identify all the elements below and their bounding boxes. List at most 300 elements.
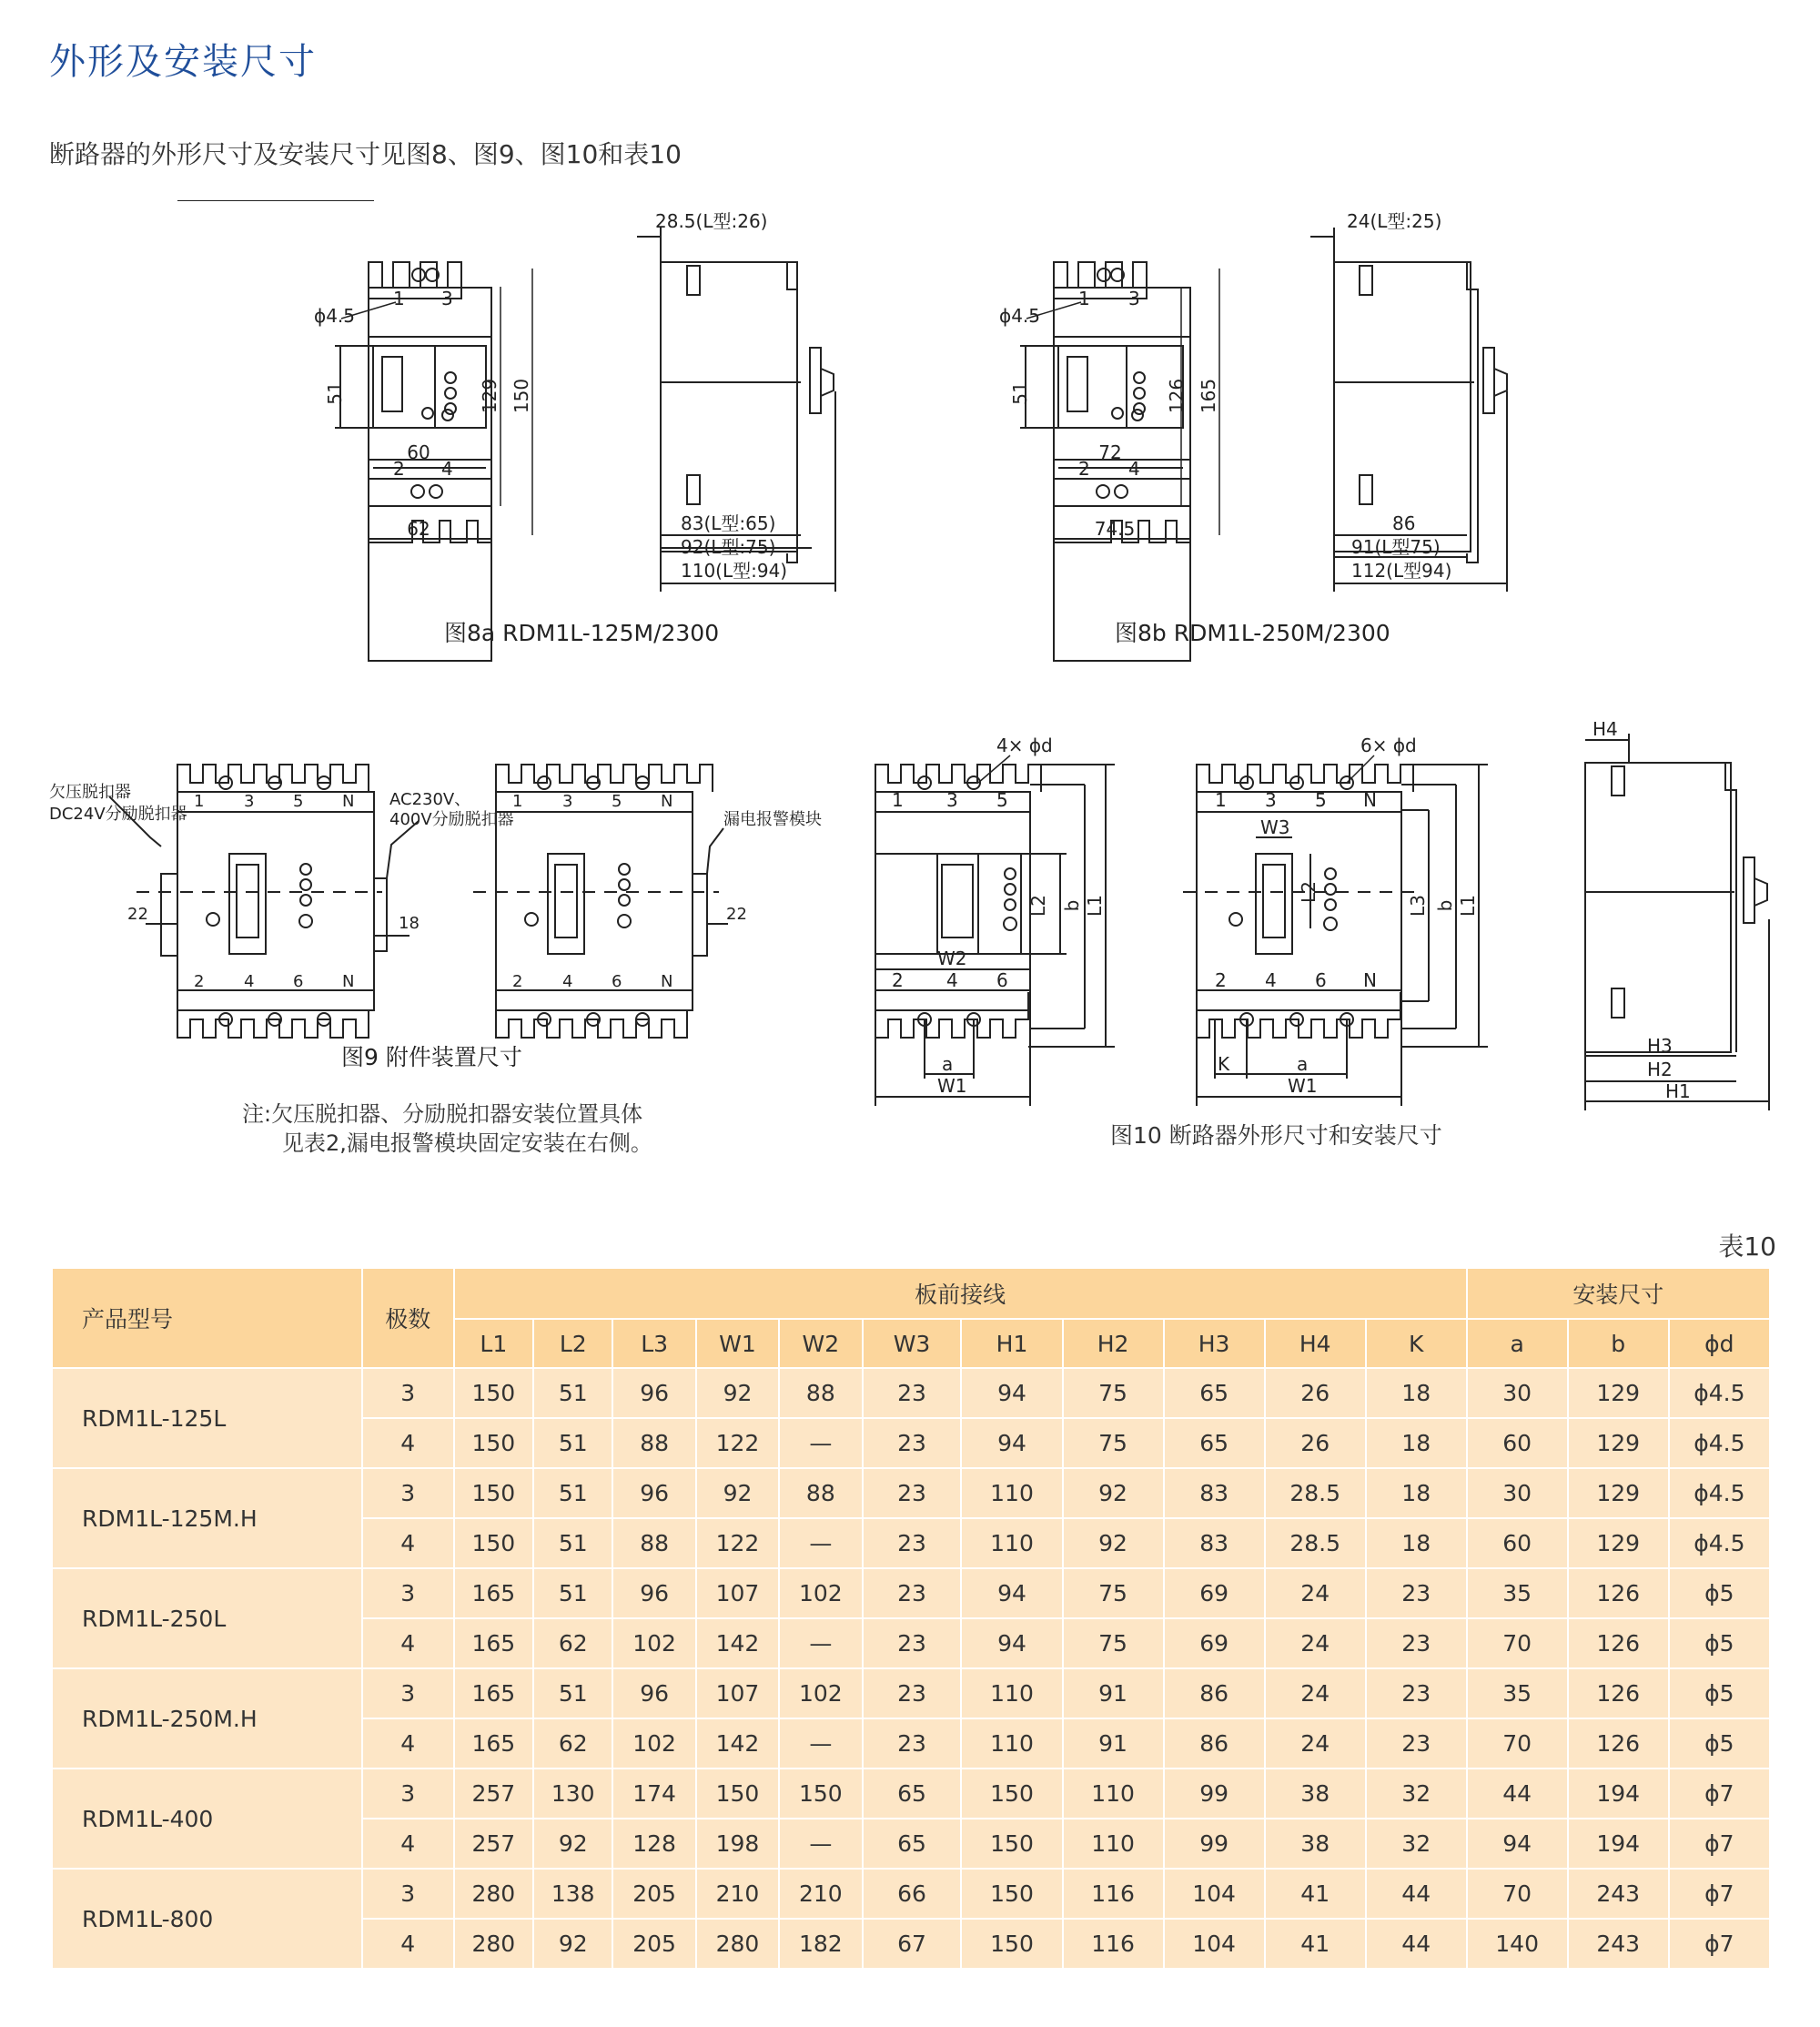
value-cell: 32 (1366, 1769, 1467, 1819)
value-cell: 69 (1164, 1618, 1265, 1668)
value-cell: 86 (1164, 1668, 1265, 1718)
fig10-terminal-6: 6 (996, 969, 1008, 991)
table-row (52, 1668, 1770, 1718)
value-cell: ϕ7 (1669, 1869, 1770, 1919)
fig10-4p-terminal-3: 3 (1265, 789, 1277, 811)
value-cell: ϕ7 (1669, 1919, 1770, 1969)
value-cell: 28.5 (1265, 1468, 1366, 1518)
value-cell: 75 (1063, 1418, 1164, 1468)
value-cell: 150 (779, 1769, 862, 1819)
value-cell: 129 (1568, 1418, 1669, 1468)
fig9-terminal-6: 6 (293, 972, 304, 991)
spec-table-body (52, 1368, 1770, 1969)
value-cell: 23 (863, 1568, 962, 1618)
value-cell: 96 (612, 1368, 695, 1418)
fig10-H2-label: H2 (1647, 1059, 1673, 1080)
value-cell: 88 (612, 1518, 695, 1568)
value-cell: 126 (1568, 1618, 1669, 1668)
fig8a-dim-62: 62 (407, 518, 430, 540)
value-cell: — (779, 1618, 862, 1668)
fig8a-dim-51: 51 (324, 381, 346, 405)
value-cell: 62 (533, 1618, 612, 1668)
table-row (52, 1368, 1770, 1418)
poles-cell: 4 (362, 1418, 454, 1468)
value-cell: 140 (1467, 1919, 1568, 1969)
value-cell: 150 (454, 1468, 533, 1518)
value-cell: 44 (1467, 1769, 1568, 1819)
fig10-3pole-view (875, 755, 1115, 1106)
value-cell: 110 (1063, 1819, 1164, 1869)
value-cell: 96 (612, 1468, 695, 1518)
value-cell: ϕ5 (1669, 1568, 1770, 1618)
table-row (52, 1769, 1770, 1819)
poles-cell: 4 (362, 1819, 454, 1869)
fig8b-dim-74: 74.5 (1094, 518, 1136, 540)
poles-cell: 3 (362, 1368, 454, 1418)
fig10-4p-b-label: b (1434, 899, 1456, 912)
col-header: H4 (1265, 1319, 1366, 1368)
value-cell: 51 (533, 1568, 612, 1618)
value-cell: 23 (1366, 1668, 1467, 1718)
value-cell: ϕ5 (1669, 1668, 1770, 1718)
fig10-H1-label: H1 (1665, 1080, 1691, 1102)
value-cell: 94 (961, 1568, 1062, 1618)
fig9-r-terminal-5: 5 (612, 792, 622, 811)
value-cell: ϕ5 (1669, 1718, 1770, 1769)
figures-area (0, 200, 1820, 1211)
value-cell: 62 (533, 1718, 612, 1769)
value-cell: 194 (1568, 1819, 1669, 1869)
value-cell: 194 (1568, 1769, 1669, 1819)
model-cell: RDM1L-250L (52, 1568, 362, 1668)
fig10-W3-label: W3 (1260, 816, 1290, 838)
value-cell: 23 (863, 1718, 962, 1769)
value-cell: 96 (612, 1568, 695, 1618)
table-row (52, 1869, 1770, 1919)
value-cell: 51 (533, 1518, 612, 1568)
value-cell: 24 (1265, 1618, 1366, 1668)
value-cell: 150 (696, 1769, 779, 1819)
value-cell: 280 (454, 1869, 533, 1919)
value-cell: 205 (612, 1869, 695, 1919)
fig9-terminal-5: 5 (293, 792, 304, 811)
value-cell: 102 (612, 1718, 695, 1769)
poles-cell: 3 (362, 1869, 454, 1919)
fig8a-terminal-3: 3 (441, 288, 453, 309)
value-cell: 280 (696, 1919, 779, 1969)
fig10-side-view (1585, 734, 1769, 1110)
value-cell: 182 (779, 1919, 862, 1969)
value-cell: 165 (454, 1718, 533, 1769)
fig8a-caption: 图8a RDM1L-125M/2300 (444, 620, 720, 646)
fig8a-terminal-2: 2 (393, 458, 405, 480)
fig9-terminal-2: 2 (194, 972, 205, 991)
value-cell: 257 (454, 1769, 533, 1819)
header-front-wiring: 板前接线 (454, 1268, 1467, 1319)
fig8a-dim-129: 129 (479, 378, 500, 414)
fig8b-terminal-3: 3 (1128, 288, 1140, 309)
value-cell: 122 (696, 1418, 779, 1468)
fig8a-phi: ϕ4.5 (314, 305, 355, 327)
value-cell: 126 (1568, 1668, 1669, 1718)
fig9-right-view (473, 765, 728, 1038)
value-cell: 130 (533, 1769, 612, 1819)
model-cell: RDM1L-125L (52, 1368, 362, 1468)
value-cell: 65 (1164, 1418, 1265, 1468)
value-cell: 126 (1568, 1718, 1669, 1769)
fig9-r-terminal-n-bottom: N (661, 972, 673, 991)
value-cell: ϕ4.5 (1669, 1418, 1770, 1468)
fig8b-terminal-1: 1 (1078, 288, 1090, 309)
value-cell: 86 (1164, 1718, 1265, 1769)
value-cell: 110 (961, 1518, 1062, 1568)
fig8b-dim-72: 72 (1098, 441, 1122, 463)
value-cell: ϕ4.5 (1669, 1518, 1770, 1568)
fig8a-dim-60: 60 (407, 441, 430, 463)
value-cell: ϕ5 (1669, 1618, 1770, 1668)
fig8b-side-91: 91(L型75) (1351, 536, 1441, 558)
value-cell: 38 (1265, 1819, 1366, 1869)
fig10-4p-terminal-4: 4 (1265, 969, 1277, 991)
value-cell: 23 (863, 1668, 962, 1718)
value-cell: 116 (1063, 1919, 1164, 1969)
fig9-terminal-3: 3 (244, 792, 255, 811)
col-header: W3 (863, 1319, 962, 1368)
value-cell: 92 (1063, 1468, 1164, 1518)
fig10-holes-4pole: 6× ϕd (1360, 735, 1417, 756)
fig9-terminal-4: 4 (244, 972, 255, 991)
fig9-terminal-n-bottom: N (342, 972, 355, 991)
value-cell: ϕ4.5 (1669, 1368, 1770, 1418)
poles-cell: 3 (362, 1668, 454, 1718)
fig8b-labels (999, 288, 1219, 540)
value-cell: 243 (1568, 1919, 1669, 1969)
value-cell: ϕ7 (1669, 1769, 1770, 1819)
col-header: L2 (533, 1319, 612, 1368)
value-cell: 28.5 (1265, 1518, 1366, 1568)
value-cell: 94 (1467, 1819, 1568, 1869)
fig8a-side-top: 28.5(L型:26) (655, 210, 768, 232)
value-cell: 24 (1265, 1568, 1366, 1618)
value-cell: 280 (454, 1919, 533, 1969)
value-cell: 26 (1265, 1368, 1366, 1418)
fig10-4p-terminal-2: 2 (1215, 969, 1227, 991)
value-cell: 38 (1265, 1769, 1366, 1819)
value-cell: 70 (1467, 1618, 1568, 1668)
value-cell: 24 (1265, 1668, 1366, 1718)
fig9-r-terminal-n: N (661, 792, 673, 811)
fig10-4p-terminal-n-bottom: N (1363, 969, 1377, 991)
value-cell: 150 (454, 1368, 533, 1418)
poles-cell: 4 (362, 1718, 454, 1769)
value-cell: 210 (696, 1869, 779, 1919)
value-cell: 18 (1366, 1418, 1467, 1468)
value-cell: 110 (1063, 1769, 1164, 1819)
fig10-W1-label: W1 (937, 1075, 967, 1097)
value-cell: 26 (1265, 1418, 1366, 1468)
value-cell: 96 (612, 1668, 695, 1718)
value-cell: 110 (961, 1718, 1062, 1769)
fig8a-terminal-1: 1 (393, 288, 405, 309)
fig9-dim-22-left: 22 (127, 905, 148, 924)
value-cell: 150 (454, 1418, 533, 1468)
fig8b-dim-51: 51 (1009, 381, 1031, 405)
value-cell: 88 (779, 1368, 862, 1418)
value-cell: 150 (961, 1769, 1062, 1819)
value-cell: 92 (696, 1468, 779, 1518)
fig9-caption: 图9 附件装置尺寸 (341, 1044, 522, 1070)
value-cell: 198 (696, 1819, 779, 1869)
fig10-4p-terminal-n: N (1363, 789, 1377, 811)
value-cell: 60 (1467, 1518, 1568, 1568)
col-header: W1 (696, 1319, 779, 1368)
value-cell: 122 (696, 1518, 779, 1568)
value-cell: 94 (961, 1418, 1062, 1468)
value-cell: 102 (612, 1618, 695, 1668)
fig9-r-terminal-2: 2 (512, 972, 523, 991)
value-cell: 66 (863, 1869, 962, 1919)
value-cell: 70 (1467, 1869, 1568, 1919)
value-cell: 83 (1164, 1468, 1265, 1518)
fig10-caption: 图10 断路器外形尺寸和安装尺寸 (1110, 1122, 1442, 1149)
value-cell: 23 (863, 1618, 962, 1668)
fig10-4p-W1-label: W1 (1288, 1075, 1318, 1097)
value-cell: 165 (454, 1568, 533, 1618)
fig9-undervoltage-label: 欠压脱扣器 (49, 783, 131, 802)
value-cell: 75 (1063, 1568, 1164, 1618)
col-header: ϕd (1669, 1319, 1770, 1368)
header-poles: 极数 (362, 1268, 454, 1368)
value-cell: 91 (1063, 1668, 1164, 1718)
col-header: H2 (1063, 1319, 1164, 1368)
fig10-terminal-2: 2 (892, 969, 904, 991)
fig10-terminal-3: 3 (946, 789, 958, 811)
value-cell: 23 (1366, 1718, 1467, 1769)
value-cell: 128 (612, 1819, 695, 1869)
value-cell: 165 (454, 1618, 533, 1668)
value-cell: 104 (1164, 1869, 1265, 1919)
value-cell: 35 (1467, 1668, 1568, 1718)
value-cell: 92 (533, 1819, 612, 1869)
fig10-holes-3pole: 4× ϕd (996, 735, 1053, 756)
value-cell: 41 (1265, 1869, 1366, 1919)
poles-cell: 3 (362, 1568, 454, 1618)
value-cell: 23 (863, 1468, 962, 1518)
value-cell: — (779, 1518, 862, 1568)
fig9-r-terminal-1: 1 (512, 792, 523, 811)
value-cell: — (779, 1819, 862, 1869)
value-cell: 129 (1568, 1368, 1669, 1418)
value-cell: 126 (1568, 1568, 1669, 1618)
col-header: L3 (612, 1319, 695, 1368)
value-cell: 18 (1366, 1368, 1467, 1418)
value-cell: 30 (1467, 1468, 1568, 1518)
value-cell: 92 (533, 1919, 612, 1969)
value-cell: ϕ4.5 (1669, 1468, 1770, 1518)
fig9-dc-shunt-label: DC24V分励脱扣器 (49, 805, 187, 824)
technical-drawings (0, 200, 1820, 1211)
value-cell: 104 (1164, 1919, 1265, 1969)
fig10-terminal-1: 1 (892, 789, 904, 811)
value-cell: ϕ7 (1669, 1819, 1770, 1869)
value-cell: 243 (1568, 1869, 1669, 1919)
value-cell: 24 (1265, 1718, 1366, 1769)
value-cell: 257 (454, 1819, 533, 1869)
col-header: a (1467, 1319, 1568, 1368)
value-cell: 142 (696, 1618, 779, 1668)
col-header: H3 (1164, 1319, 1265, 1368)
fig8b-dim-126: 126 (1166, 378, 1188, 414)
fig9-left-view (109, 200, 419, 1038)
value-cell: 65 (863, 1819, 962, 1869)
value-cell: 83 (1164, 1518, 1265, 1568)
value-cell: 70 (1467, 1718, 1568, 1769)
fig8a-dim-150: 150 (511, 378, 532, 414)
fig9-r-terminal-6: 6 (612, 972, 622, 991)
fig10-side-labels (1592, 718, 1691, 1102)
value-cell: 44 (1366, 1919, 1467, 1969)
fig8a-side-92: 92(L型:75) (681, 536, 776, 558)
value-cell: 23 (863, 1418, 962, 1468)
value-cell: 150 (961, 1819, 1062, 1869)
fig8a-side-labels (655, 210, 787, 582)
value-cell: 88 (612, 1418, 695, 1468)
fig10-terminal-4: 4 (946, 969, 958, 991)
value-cell: 30 (1467, 1368, 1568, 1418)
fig8b-side-112: 112(L型94) (1351, 560, 1452, 582)
fig10-L3-label: L3 (1407, 895, 1429, 917)
value-cell: 23 (1366, 1618, 1467, 1668)
fig10-4p-terminal-6: 6 (1315, 969, 1327, 991)
fig10-b-label: b (1061, 899, 1083, 912)
value-cell: 32 (1366, 1819, 1467, 1869)
value-cell: 23 (1366, 1568, 1467, 1618)
model-cell: RDM1L-250M.H (52, 1668, 362, 1769)
value-cell: 129 (1568, 1518, 1669, 1568)
fig8a-front-view (335, 262, 532, 661)
value-cell: 69 (1164, 1568, 1265, 1618)
value-cell: 67 (863, 1919, 962, 1969)
header-mounting: 安装尺寸 (1467, 1268, 1770, 1319)
value-cell: 41 (1265, 1919, 1366, 1969)
fig9-terminal-1: 1 (194, 792, 205, 811)
fig10-H3-label: H3 (1647, 1035, 1673, 1057)
fig9-leak-label: 漏电报警模块 (723, 810, 822, 829)
fig10-4p-L1-label: L1 (1457, 895, 1479, 917)
value-cell: 174 (612, 1769, 695, 1819)
spec-table (51, 1267, 1771, 1970)
value-cell: 44 (1366, 1869, 1467, 1919)
fig8a-terminal-4: 4 (441, 458, 453, 480)
value-cell: 51 (533, 1418, 612, 1468)
value-cell: 23 (863, 1518, 962, 1568)
fig9-ac-label-2: 400V分励脱扣器 (389, 810, 514, 829)
fig10-L1-label: L1 (1084, 895, 1106, 917)
value-cell: 75 (1063, 1368, 1164, 1418)
fig8b-dim-165: 165 (1198, 378, 1219, 414)
fig10-K-label: K (1218, 1053, 1230, 1075)
col-header: b (1568, 1319, 1669, 1368)
fig8b-side-top: 24(L型:25) (1347, 210, 1442, 232)
fig10-4p-a-label: a (1297, 1053, 1309, 1075)
value-cell: 18 (1366, 1518, 1467, 1568)
poles-cell: 3 (362, 1769, 454, 1819)
value-cell: — (779, 1418, 862, 1468)
intro-text: 断路器的外形尺寸及安装尺寸见图8、图9、图10和表10 (49, 139, 682, 169)
fig10-H4-label: H4 (1592, 718, 1618, 740)
poles-cell: 4 (362, 1919, 454, 1969)
fig10-W2-label: W2 (937, 948, 967, 969)
poles-cell: 3 (362, 1468, 454, 1518)
value-cell: 51 (533, 1668, 612, 1718)
fig10-4p-L2-label: L2 (1298, 881, 1320, 903)
fig9-right-labels (512, 792, 822, 991)
fig9-r-terminal-3: 3 (562, 792, 573, 811)
value-cell: 129 (1568, 1468, 1669, 1518)
fig9-note-line2: 见表2,漏电报警模块固定安装在右侧。 (282, 1130, 652, 1156)
value-cell: 75 (1063, 1618, 1164, 1668)
value-cell: 138 (533, 1869, 612, 1919)
fig8b-phi: ϕ4.5 (999, 305, 1040, 327)
value-cell: 23 (863, 1368, 962, 1418)
fig8a-side-83: 83(L型:65) (681, 512, 776, 534)
fig9-terminal-n: N (342, 792, 355, 811)
page-title: 外形及安装尺寸 (49, 41, 317, 83)
value-cell: 94 (961, 1618, 1062, 1668)
value-cell: 94 (961, 1368, 1062, 1418)
model-cell: RDM1L-400 (52, 1769, 362, 1869)
value-cell: 35 (1467, 1568, 1568, 1618)
fig9-note-line1: 注:欠压脱扣器、分励脱扣器安装位置具体 (242, 1101, 643, 1127)
value-cell: 142 (696, 1718, 779, 1769)
poles-cell: 4 (362, 1518, 454, 1568)
table-label: 表10 (1718, 1231, 1776, 1262)
col-header: K (1366, 1319, 1467, 1368)
poles-cell: 4 (362, 1618, 454, 1668)
value-cell: 60 (1467, 1418, 1568, 1468)
value-cell: 65 (863, 1769, 962, 1819)
fig9-dim-22-right: 22 (726, 905, 747, 924)
value-cell: 205 (612, 1919, 695, 1969)
value-cell: 150 (454, 1518, 533, 1568)
fig10-a-label: a (942, 1053, 954, 1075)
fig8b-terminal-2: 2 (1078, 458, 1090, 480)
fig10-L2-label: L2 (1027, 895, 1049, 917)
fig9-ac-label-1: AC230V、 (389, 790, 471, 809)
value-cell: 107 (696, 1668, 779, 1718)
value-cell: — (779, 1718, 862, 1769)
fig10-terminal-5: 5 (996, 789, 1008, 811)
value-cell: 99 (1164, 1769, 1265, 1819)
fig10-4p-terminal-1: 1 (1215, 789, 1227, 811)
table-row (52, 1468, 1770, 1518)
value-cell: 150 (961, 1919, 1062, 1969)
value-cell: 92 (696, 1368, 779, 1418)
fig10-4p-terminal-5: 5 (1315, 789, 1327, 811)
value-cell: 65 (1164, 1368, 1265, 1418)
value-cell: 51 (533, 1468, 612, 1518)
fig9-left-labels (49, 783, 514, 991)
value-cell: 107 (696, 1568, 779, 1618)
value-cell: 210 (779, 1869, 862, 1919)
fig9-r-terminal-4: 4 (562, 972, 573, 991)
fig9-dim-18: 18 (399, 914, 420, 933)
value-cell: 165 (454, 1668, 533, 1718)
value-cell: 110 (961, 1668, 1062, 1718)
fig8b-terminal-4: 4 (1128, 458, 1140, 480)
fig8b-side-86: 86 (1392, 512, 1416, 534)
fig8b-caption: 图8b RDM1L-250M/2300 (1115, 620, 1390, 646)
